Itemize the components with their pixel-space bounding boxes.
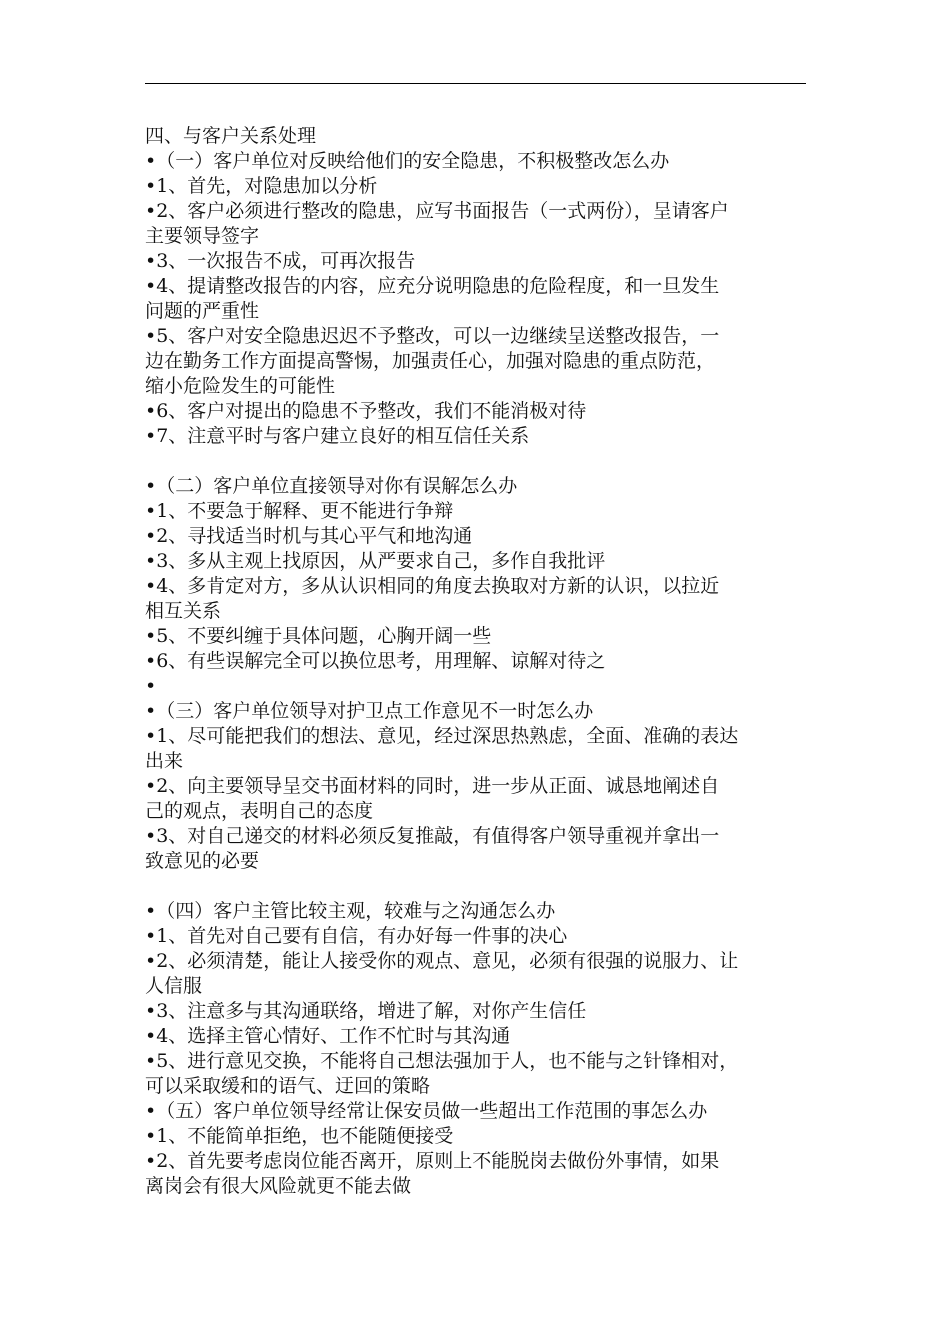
text-line: • <box>145 675 157 697</box>
header-rule <box>145 83 806 84</box>
text-line: 缩小危险发生的可能性 <box>145 375 336 397</box>
blank-line <box>145 874 810 899</box>
text-line: •3、多从主观上找原因，从严要求自己，多作自我批评 <box>145 550 606 572</box>
document-body <box>145 124 810 1199</box>
text-line: •1、尽可能把我们的想法、意见，经过深思热熟虑，全面、准确的表达 <box>145 725 739 747</box>
text-line: •4、选择主管心情好、工作不忙时与其沟通 <box>145 1025 511 1047</box>
text-line: •6、有些误解完全可以换位思考，用理解、谅解对待之 <box>145 650 606 672</box>
text-line: 出来 <box>145 750 184 772</box>
text-line: •（五）客户单位领导经常让保安员做一些超出工作范围的事怎么办 <box>145 1100 708 1122</box>
text-line: 己的观点，表明自己的态度 <box>145 800 374 822</box>
text-line: •5、进行意见交换，不能将自己想法强加于人，也不能与之针锋相对， <box>145 1050 739 1072</box>
text-line: •（三）客户单位领导对护卫点工作意见不一时怎么办 <box>145 700 594 722</box>
text-line: 可以采取缓和的语气、迂回的策略 <box>145 1075 431 1097</box>
blank-line <box>145 449 810 474</box>
text-line: •5、客户对安全隐患迟迟不予整改，可以一边继续呈送整改报告，一 <box>145 325 720 347</box>
text-line: •（二）客户单位直接领导对你有误解怎么办 <box>145 475 518 497</box>
text-line: •2、客户必须进行整改的隐患，应写书面报告（一式两份），呈请客户 <box>145 200 729 222</box>
text-line: •2、必须清楚，能让人接受你的观点、意见，必须有很强的说服力、让 <box>145 950 739 972</box>
text-line: •4、多肯定对方，多从认识相同的角度去换取对方新的认识，以拉近 <box>145 575 720 597</box>
text-line: •1、首先，对隐患加以分析 <box>145 175 378 197</box>
text-line: •2、寻找适当时机与其心平气和地沟通 <box>145 525 473 547</box>
text-line: •1、首先对自己要有自信，有办好每一件事的决心 <box>145 925 568 947</box>
text-line: 主要领导签字 <box>145 225 260 247</box>
text-line: 致意见的必要 <box>145 850 260 872</box>
text-line: •4、提请整改报告的内容，应充分说明隐患的危险程度，和一旦发生 <box>145 275 720 297</box>
text-line: 边在勤务工作方面提高警惕，加强责任心，加强对隐患的重点防范， <box>145 350 716 372</box>
text-line: •1、不要急于解释、更不能进行争辩 <box>145 500 454 522</box>
text-line: 四、与客户关系处理 <box>145 125 317 147</box>
text-line: 离岗会有很大风险就更不能去做 <box>145 1175 412 1197</box>
text-line: •1、不能简单拒绝，也不能随便接受 <box>145 1125 454 1147</box>
text-line: •3、对自己递交的材料必须反复推敲，有值得客户领导重视并拿出一 <box>145 825 720 847</box>
text-line: •7、注意平时与客户建立良好的相互信任关系 <box>145 425 530 447</box>
text-line: •2、向主要领导呈交书面材料的同时，进一步从正面、诚恳地阐述自 <box>145 775 720 797</box>
text-line: •5、不要纠缠于具体问题，心胸开阔一些 <box>145 625 492 647</box>
text-line: •2、首先要考虑岗位能否离开，原则上不能脱岗去做份外事情，如果 <box>145 1150 720 1172</box>
text-line: 问题的严重性 <box>145 300 260 322</box>
text-line: •3、一次报告不成，可再次报告 <box>145 250 416 272</box>
text-line: •6、客户对提出的隐患不予整改，我们不能消极对待 <box>145 400 587 422</box>
text-line: •（四）客户主管比较主观，较难与之沟通怎么办 <box>145 900 556 922</box>
text-line: 人信服 <box>145 975 203 997</box>
text-line: •3、注意多与其沟通联络，增进了解，对你产生信任 <box>145 1000 587 1022</box>
text-line: 相互关系 <box>145 600 222 622</box>
text-line: •（一）客户单位对反映给他们的安全隐患，不积极整改怎么办 <box>145 150 670 172</box>
